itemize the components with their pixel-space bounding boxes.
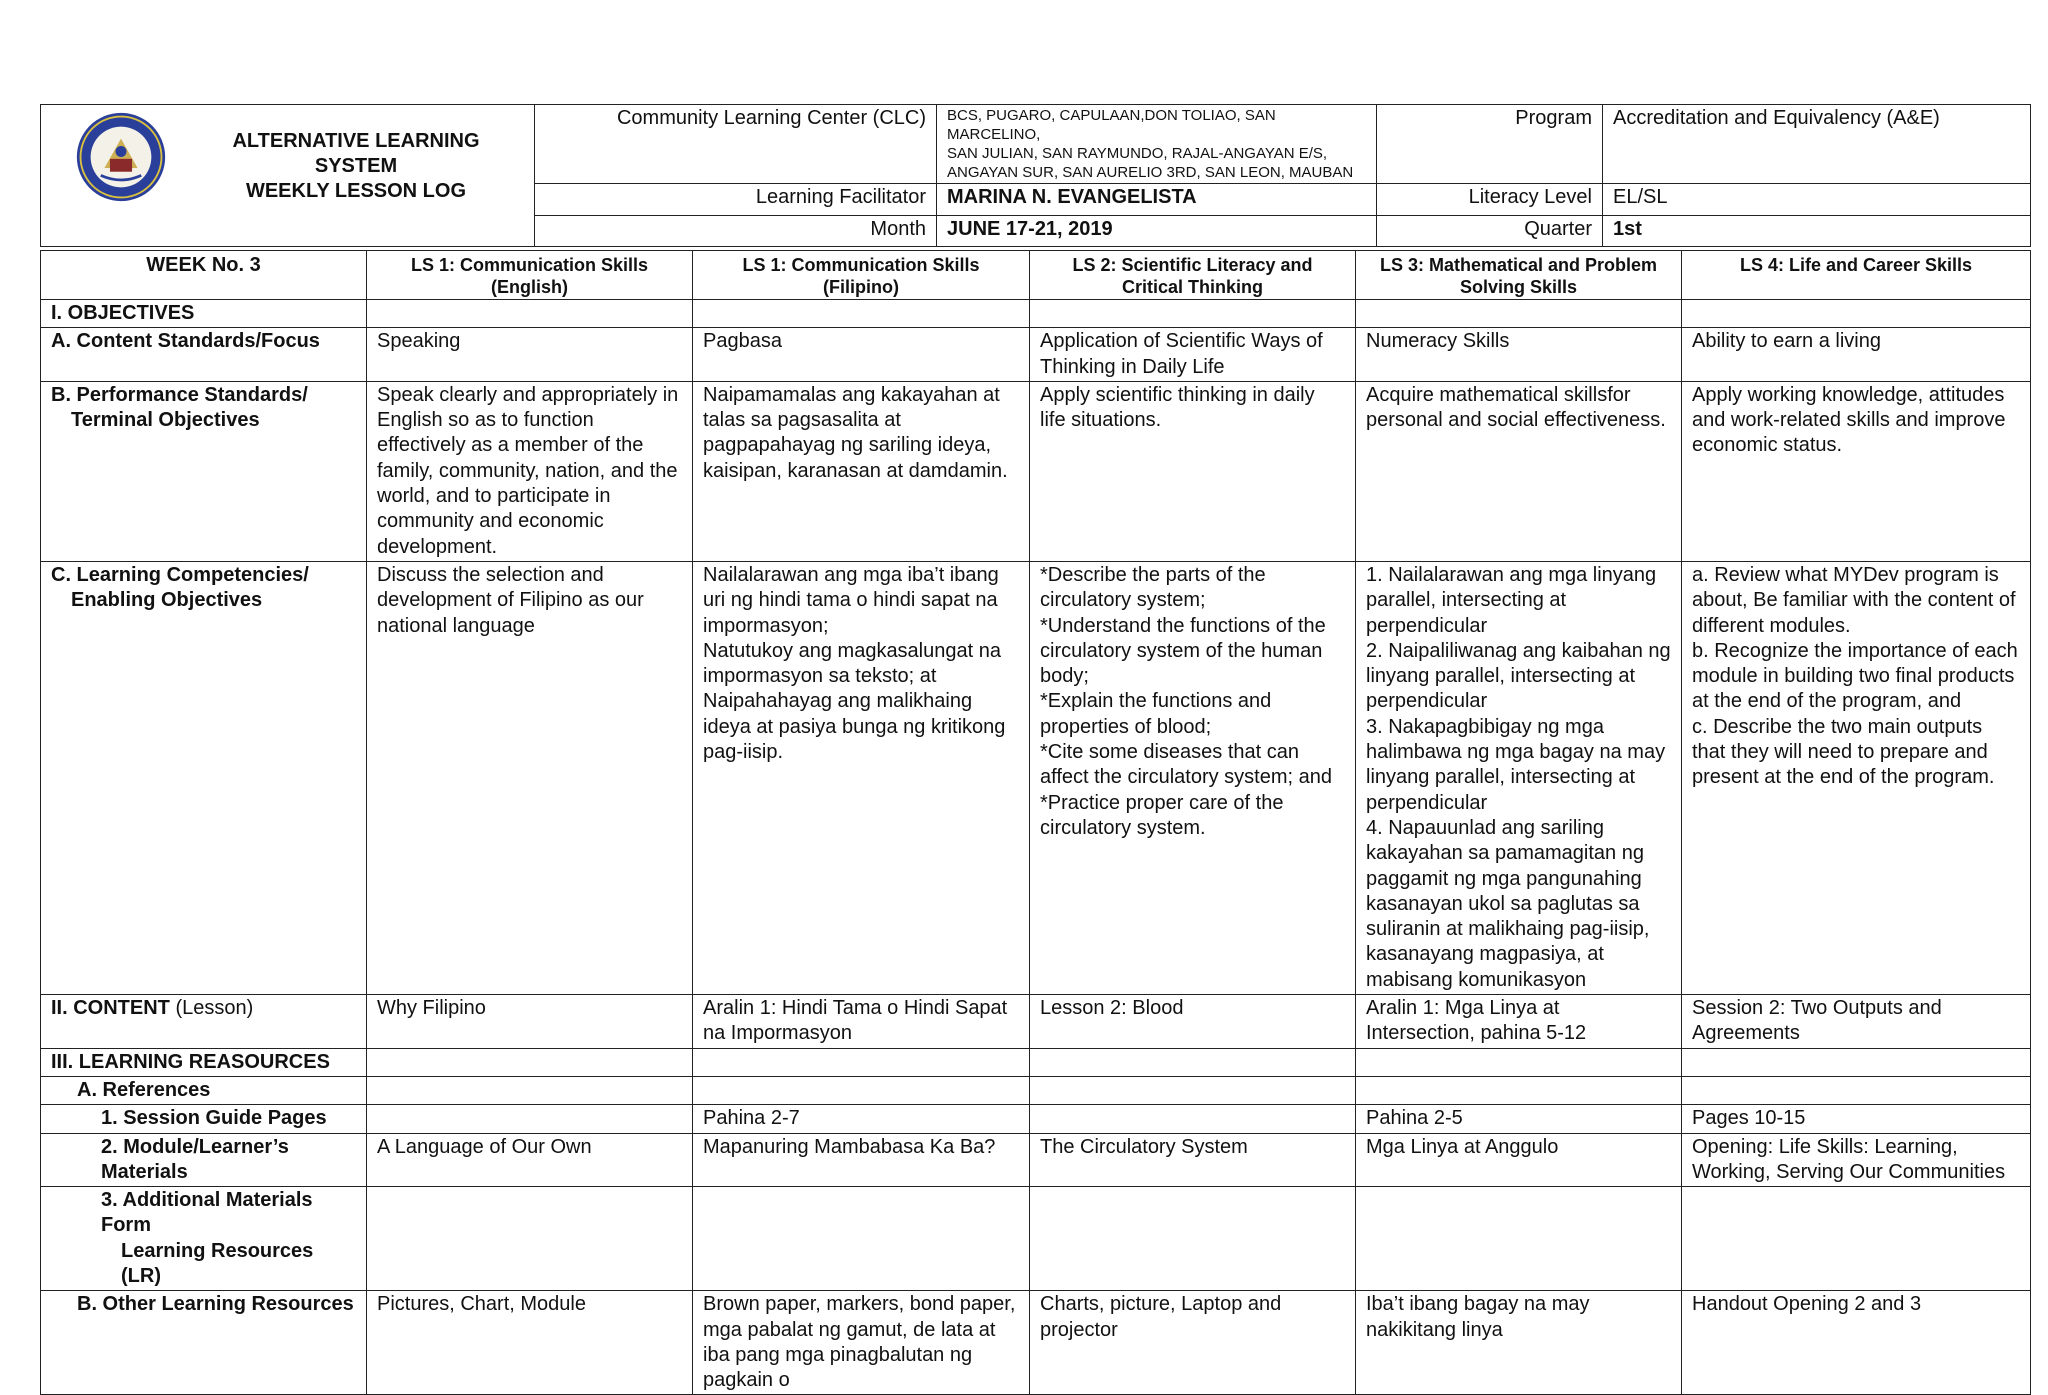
table-row	[41, 1076, 2031, 1104]
cell: Charts, picture, Laptop and projector	[1030, 1291, 1356, 1395]
cell: 1. Nailalarawan ang mga linyang parallel, intersecting at perpendicular 2. Naipaliliwanag ang kaibahan ng linyang parallel, intersecting at perpendicular 3. Nakapagbibigay ng mga halimbawa ng mga bagay na may linyang parallel, intersecting at perpendicular 4. Napauunlad ang sariling kakayahan sa pamamagitan ng paggamit ng mga pangunahing kasanayan ukol sa paglutas sa suliranin at malikhaing pag-iisip, kasanayang magpasiya, at mabisang komunikasyon	[1356, 561, 1682, 994]
col-ls4: LS 4: Life and Career Skills	[1682, 251, 2031, 300]
row-label-session-guide: 1. Session Guide Pages	[41, 1105, 367, 1133]
cell: Pictures, Chart, Module	[367, 1291, 693, 1395]
program-value: Accreditation and Equivalency (A&E)	[1603, 105, 2031, 184]
col-ls1-filipino-l1: LS 1: Communication Skills	[742, 255, 980, 275]
clc-value-line1: BCS, PUGARO, CAPULAAN,DON TOLIAO, SAN MARCELINO,	[947, 107, 1276, 143]
col-ls2-l1: LS 2: Scientific Literacy and	[1072, 255, 1313, 275]
header-logo-cell	[41, 105, 535, 247]
row-label-content-standards: A. Content Standards/Focus	[41, 328, 367, 382]
literacy-value: EL/SL	[1603, 184, 2031, 216]
table-row	[41, 995, 2031, 1049]
perf-label-l1: B. Performance Standards/	[51, 383, 308, 406]
cell	[1030, 1105, 1356, 1133]
cell: Why Filipino	[367, 995, 693, 1049]
comp-label-l1: C. Learning Competencies/	[51, 563, 309, 586]
table-row	[41, 1048, 2031, 1076]
col-ls3-l1: LS 3: Mathematical and Problem	[1379, 255, 1658, 275]
col-ls1-filipino	[693, 251, 1030, 300]
cell: Handout Opening 2 and 3	[1682, 1291, 2031, 1395]
cell: a. Review what MYDev program is about, Be familiar with the content of different modules. b. Recognize the importance of each module in building two final products at the end of the program, and c. Describe the two main outputs that they will need to prepare and present at the end of the program.	[1682, 561, 2031, 994]
title-line2: WEEKLY LESSON LOG	[245, 180, 467, 202]
quarter-value: 1st	[1603, 216, 2031, 247]
cell: Ability to earn a living	[1682, 328, 2031, 382]
col-ls1-english	[367, 251, 693, 300]
facilitator-label: Learning Facilitator	[535, 184, 937, 216]
cell: Pages 10-15	[1682, 1105, 2031, 1133]
table-row	[41, 1187, 2031, 1291]
clc-value	[937, 105, 1377, 184]
cell: Aralin 1: Hindi Tama o Hindi Sapat na Impormasyon	[693, 995, 1030, 1049]
cell: Application of Scientific Ways of Thinking in Daily Life	[1030, 328, 1356, 382]
additional-label-l2: Learning Resources (LR)	[121, 1239, 314, 1287]
cell: *Describe the parts of the circulatory system; *Understand the functions of the circulatory system of the human body; *Explain the functions and properties of blood; *Cite some diseases that can affect the circulatory system; and *Practice proper care of the circulatory system.	[1030, 561, 1356, 994]
col-ls3	[1356, 251, 1682, 300]
column-header-row	[41, 251, 2031, 300]
program-label: Program	[1377, 105, 1603, 184]
additional-label-l1: 3. Additional Materials Form	[101, 1189, 313, 1237]
perf-label-l2: Terminal Objectives	[71, 409, 260, 432]
cell: Mapanuring Mambabasa Ka Ba?	[693, 1133, 1030, 1187]
cell: Discuss the selection and development of Filipino as our national language	[367, 561, 693, 994]
deped-seal-logo	[75, 111, 167, 203]
content-label-bold: II. CONTENT	[51, 997, 170, 1020]
table-row	[41, 328, 2031, 382]
clc-label: Community Learning Center (CLC)	[535, 105, 937, 184]
cell: Iba’t ibang bagay na may nakikitang linya	[1356, 1291, 1682, 1395]
header-title	[191, 129, 521, 204]
cell: Brown paper, markers, bond paper, mga pabalat ng gamut, de lata at iba pang mga pinagbalutan ng pagkain o	[693, 1291, 1030, 1395]
cell: Speak clearly and appropriately in English so as to function effectively as a member of the family, community, nation, and the world, and to participate in community and economic development.	[367, 381, 693, 561]
cell: Pagbasa	[693, 328, 1030, 382]
cell: Apply scientific thinking in daily life situations.	[1030, 381, 1356, 561]
col-ls1-english-l2: (English)	[491, 277, 568, 297]
cell: The Circulatory System	[1030, 1133, 1356, 1187]
cell: Nailalarawan ang mga iba’t ibang uri ng hindi tama o hindi sapat na impormasyon; Natutukoy ang magkasalungat na impormasyon sa teksto; at Naipahahayag ang malikhaing ideya at pasiya bunga ng kritikong pag-iisip.	[693, 561, 1030, 994]
row-label-additional	[41, 1187, 367, 1291]
title-line1: ALTERNATIVE LEARNING SYSTEM	[232, 130, 480, 177]
col-ls1-filipino-l2: (Filipino)	[823, 277, 899, 297]
col-week: WEEK No. 3	[41, 251, 367, 300]
row-label-resources: III. LEARNING REASOURCES	[41, 1048, 367, 1076]
col-ls2	[1030, 251, 1356, 300]
cell: Aralin 1: Mga Linya at Intersection, pahina 5-12	[1356, 995, 1682, 1049]
row-label-content	[41, 995, 367, 1049]
row-label-performance-standards	[41, 381, 367, 561]
table-row	[41, 381, 2031, 561]
row-label-other-resources: B. Other Learning Resources	[41, 1291, 367, 1395]
cell: Opening: Life Skills: Learning, Working, Serving Our Communities	[1682, 1133, 2031, 1187]
table-row	[41, 1291, 2031, 1395]
comp-label-l2: Enabling Objectives	[71, 589, 263, 612]
cell: Session 2: Two Outputs and Agreements	[1682, 995, 2031, 1049]
clc-value-line2: SAN JULIAN, SAN RAYMUNDO, RAJAL-ANGAYAN E/S,	[947, 145, 1328, 162]
cell: Mga Linya at Anggulo	[1356, 1133, 1682, 1187]
clc-value-line3: ANGAYAN SUR, SAN AURELIO 3RD, SAN LEON, MAUBAN	[947, 164, 1354, 181]
cell	[367, 1105, 693, 1133]
cell: Speaking	[367, 328, 693, 382]
cell: Naipamamalas ang kakayahan at talas sa pagsasalita at pagpapahayag ng sariling ideya, kaisipan, karanasan at damdamin.	[693, 381, 1030, 561]
row-label-references: A. References	[41, 1076, 367, 1104]
literacy-label: Literacy Level	[1377, 184, 1603, 216]
col-ls3-l2: Solving Skills	[1459, 277, 1578, 297]
header-table	[40, 104, 2031, 247]
table-row	[41, 300, 2031, 328]
table-row	[41, 1105, 2031, 1133]
col-ls2-l2: Critical Thinking	[1121, 277, 1263, 297]
table-row	[41, 561, 2031, 994]
lesson-log-table	[40, 250, 2031, 1395]
quarter-label: Quarter	[1377, 216, 1603, 247]
table-row	[41, 1133, 2031, 1187]
col-ls1-english-l1: LS 1: Communication Skills	[410, 255, 649, 275]
cell: Apply working knowledge, attitudes and work-related skills and improve economic status.	[1682, 381, 2031, 561]
cell: Lesson 2: Blood	[1030, 995, 1356, 1049]
cell: Acquire mathematical skillsfor personal and social effectiveness.	[1356, 381, 1682, 561]
month-label: Month	[535, 216, 937, 247]
cell: Pahina 2-7	[693, 1105, 1030, 1133]
month-value: JUNE 17-21, 2019	[937, 216, 1377, 247]
row-label-module: 2. Module/Learner’s Materials	[41, 1133, 367, 1187]
cell: A Language of Our Own	[367, 1133, 693, 1187]
row-label-objectives: I. OBJECTIVES	[41, 300, 367, 328]
cell: Numeracy Skills	[1356, 328, 1682, 382]
row-label-competencies	[41, 561, 367, 994]
facilitator-value: MARINA N. EVANGELISTA	[937, 184, 1377, 216]
content-label-rest: (Lesson)	[169, 997, 254, 1020]
cell: Pahina 2-5	[1356, 1105, 1682, 1133]
